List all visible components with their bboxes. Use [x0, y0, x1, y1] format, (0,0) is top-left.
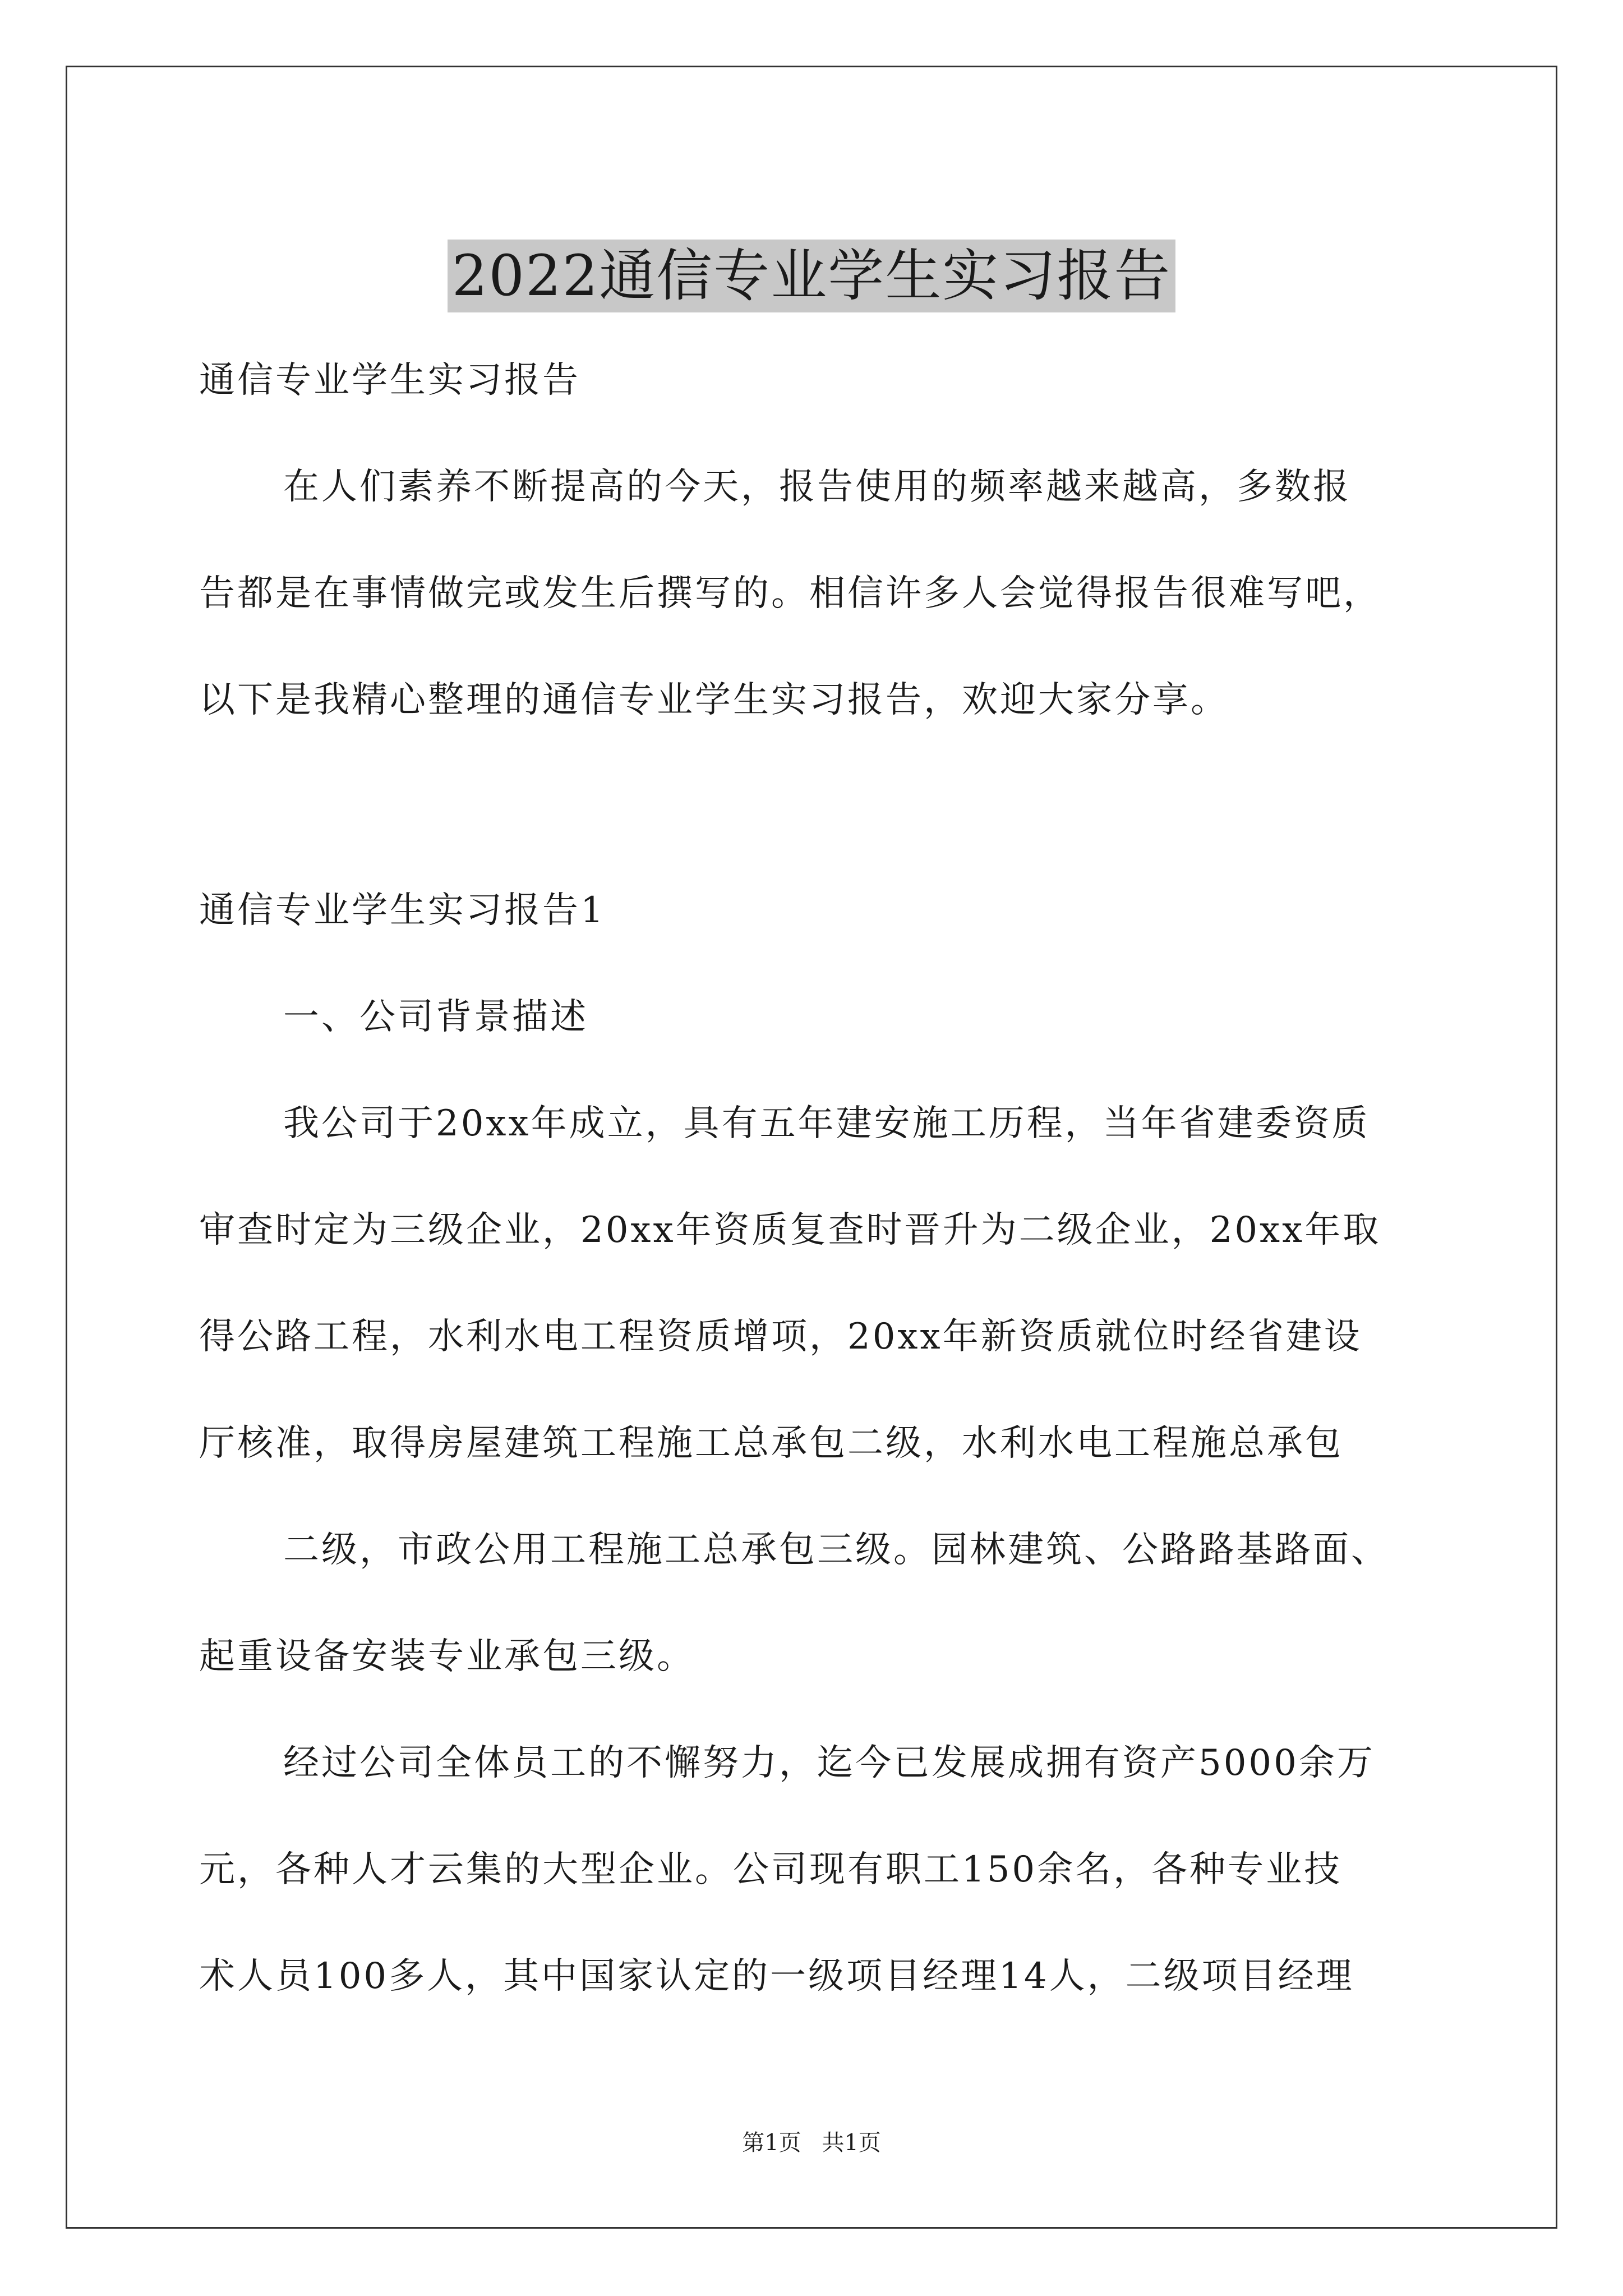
title-container — [0, 202, 1623, 350]
para2-line-2: 起重设备安装专业承包三级。 — [199, 1636, 695, 1677]
intro-line-2: 告都是在事情做完或发生后撰写的。相信许多人会觉得报告很难写吧， — [199, 573, 1381, 614]
para3-line-3: 术人员100多人，其中国家认定的一级项目经理14人，二级项目经理 — [199, 1955, 1354, 1997]
heading-company-background: 一、公司背景描述 — [283, 996, 588, 1038]
para3-line-2: 元，各种人才云集的大型企业。公司现有职工150余名，各种专业技 — [199, 1849, 1343, 1890]
para1-line-4: 厅核准，取得房屋建筑工程施工总承包二级，水利水电工程施总承包 — [199, 1423, 1343, 1464]
page-number: 第1页 — [742, 2130, 801, 2156]
para3-line-1: 经过公司全体员工的不懈努力，迄今已发展成拥有资产5000余万 — [283, 1742, 1375, 1784]
document-title: 2022通信专业学生实习报告 — [448, 240, 1176, 312]
section-title: 通信专业学生实习报告1 — [199, 890, 606, 931]
para1-line-2: 审查时定为三级企业，20xx年资质复查时晋升为二级企业，20xx年取 — [199, 1209, 1381, 1251]
para1-line-1: 我公司于20xx年成立，具有五年建安施工历程，当年省建委资质 — [283, 1103, 1370, 1144]
para1-line-3: 得公路工程，水利水电工程资质增项，20xx年新资质就位时经省建设 — [199, 1316, 1362, 1358]
page-total: 共1页 — [822, 2130, 881, 2156]
intro-line-1: 在人们素养不断提高的今天，报告使用的频率越来越高，多数报 — [283, 466, 1351, 508]
document-subtitle: 通信专业学生实习报告 — [199, 360, 580, 401]
intro-line-3: 以下是我精心整理的通信专业学生实习报告，欢迎大家分享。 — [199, 679, 1229, 721]
page-footer — [0, 2126, 1623, 2160]
para2-line-1: 二级，市政公用工程施工总承包三级。园林建筑、公路路基路面、 — [283, 1529, 1389, 1571]
